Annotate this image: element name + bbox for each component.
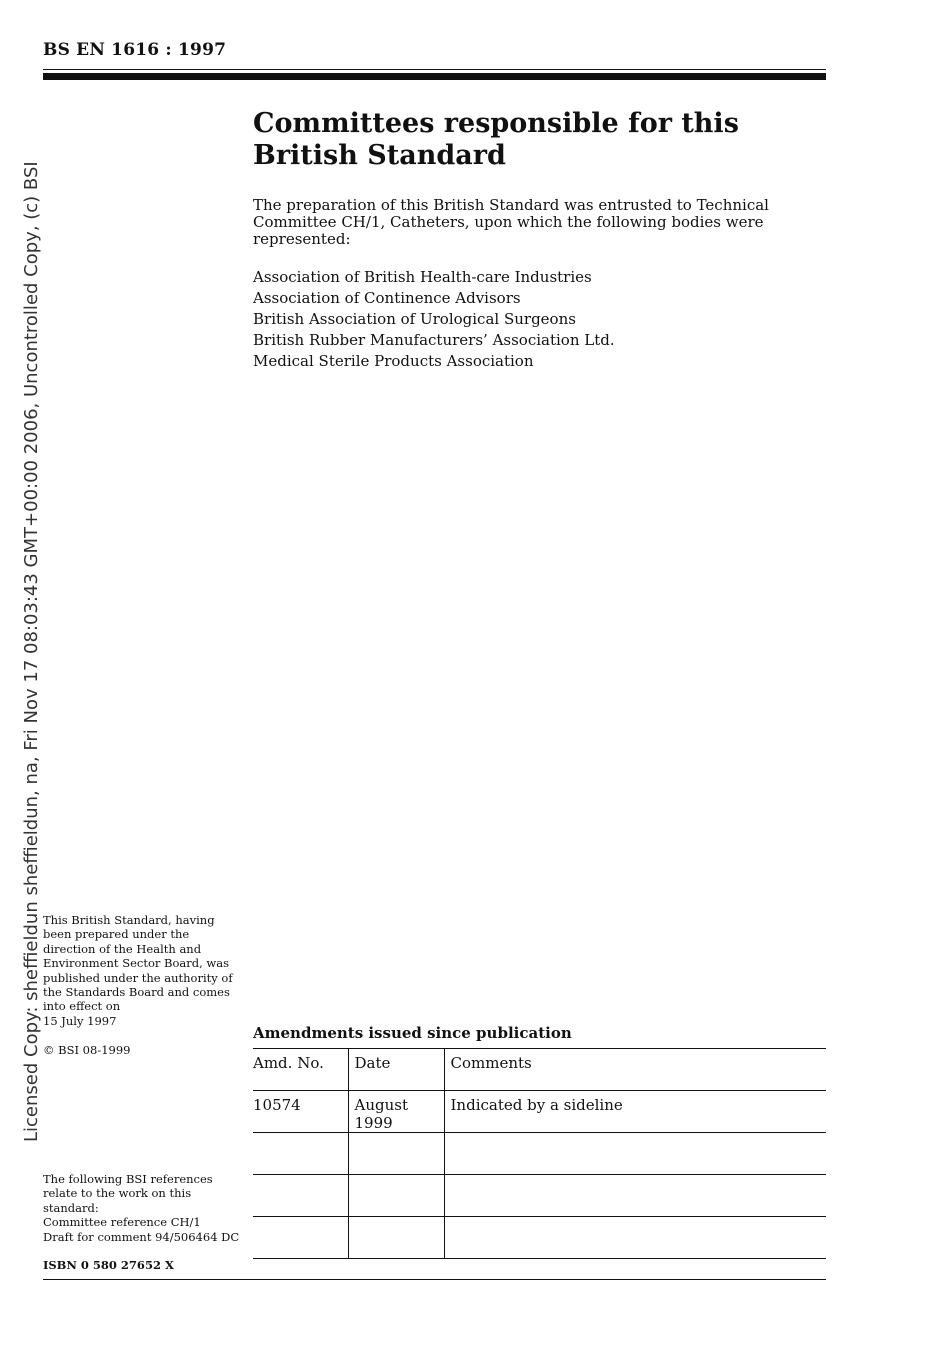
copyright-notice: © BSI 08-1999 [43, 1043, 131, 1057]
note-line: direction of the Health and [43, 941, 202, 956]
intro-paragraph: The preparation of this British Standard was entrusted to Technical Committee CH/1, Catheters, upon which the following bodies were represented: [253, 196, 769, 248]
list-item: British Association of Urological Surgeons [253, 310, 576, 328]
table-cell [348, 1217, 444, 1259]
list-item: Association of Continence Advisors [253, 289, 521, 307]
amendments-table [253, 1048, 826, 1259]
page-title-line-1: Committees responsible for this [253, 108, 739, 139]
table-row [253, 1133, 826, 1175]
reference-line: Committee reference CH/1 [43, 1215, 201, 1230]
table-cell [444, 1133, 826, 1175]
header-rule-thin [43, 69, 826, 70]
column-header-date: Date [348, 1049, 444, 1091]
table-cell [348, 1133, 444, 1175]
column-header-comments: Comments [444, 1049, 826, 1091]
bsi-references [43, 1172, 243, 1244]
table-cell: Indicated by a sideline [444, 1091, 826, 1133]
note-line: This British Standard, having [43, 913, 215, 927]
publication-note [43, 913, 243, 1028]
reference-line: standard: [43, 1200, 99, 1215]
table-cell [348, 1175, 444, 1217]
note-line: the Standards Board and comes [43, 985, 230, 1000]
footer-rule [43, 1279, 826, 1280]
reference-line: Draft for comment 94/506464 DC [43, 1229, 240, 1244]
isbn: ISBN 0 580 27652 X [43, 1258, 174, 1272]
table-cell [444, 1175, 826, 1217]
note-line: published under the authority of [43, 970, 233, 985]
table-row [253, 1217, 826, 1259]
column-header-amd-no: Amd. No. [253, 1049, 348, 1091]
table-cell: 10574 [253, 1091, 348, 1133]
represented-bodies-list [253, 267, 813, 372]
table-row [253, 1175, 826, 1217]
table-cell [444, 1217, 826, 1259]
table-row [253, 1091, 826, 1133]
note-line: been prepared under the [43, 927, 190, 942]
table-cell [253, 1175, 348, 1217]
reference-line: The following BSI references [43, 1172, 213, 1186]
header-rule-thick [43, 73, 826, 80]
note-line: 15 July 1997 [43, 1013, 117, 1028]
table-cell [253, 1133, 348, 1175]
note-line: Environment Sector Board, was [43, 956, 230, 971]
table-cell: August 1999 [348, 1091, 444, 1133]
license-watermark: Licensed Copy: sheffieldun sheffieldun, na, Fri Nov 17 08:03:43 GMT+00:00 2006, Uncontrolled Copy, (c) BSI [21, 161, 42, 1142]
document-reference: BS EN 1616 : 1997 [43, 40, 227, 60]
reference-line: relate to the work on this [43, 1186, 192, 1201]
table-header-row [253, 1049, 826, 1091]
note-line: into effect on [43, 999, 121, 1014]
list-item: Association of British Health-care Industries [253, 268, 592, 286]
page-title [253, 108, 813, 172]
list-item: Medical Sterile Products Association [253, 352, 534, 370]
amendments-title: Amendments issued since publication [253, 1024, 572, 1042]
list-item: British Rubber Manufacturers’ Association Ltd. [253, 331, 615, 349]
table-cell [253, 1217, 348, 1259]
page-title-line-2: British Standard [253, 140, 506, 171]
